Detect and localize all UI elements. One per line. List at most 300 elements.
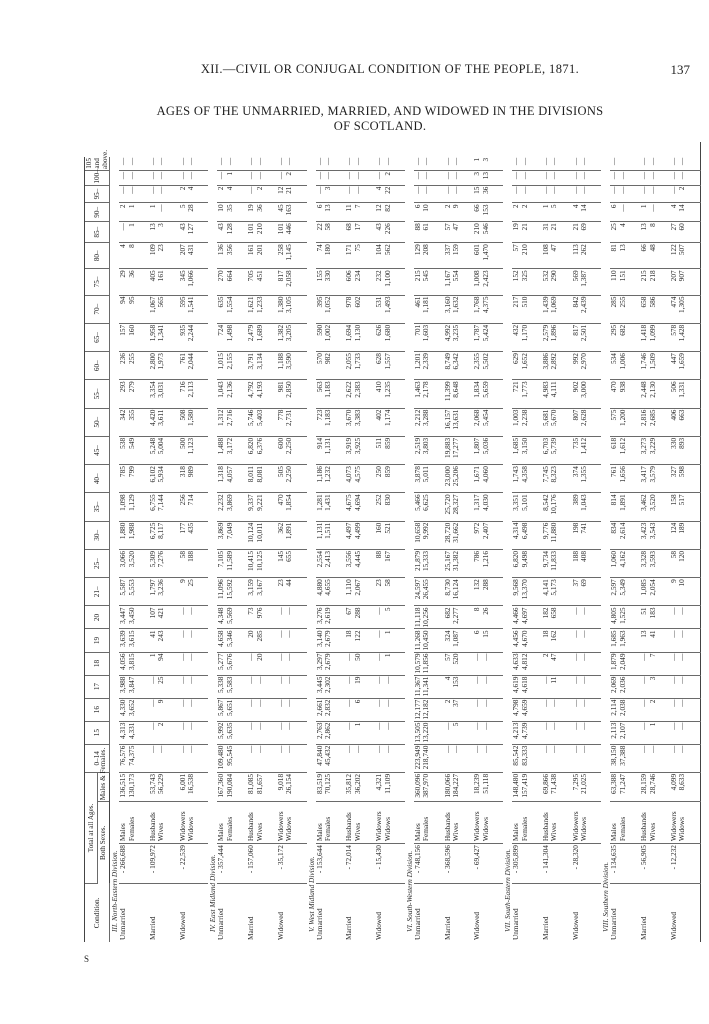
both-sexes-total: - 56,905: [640, 844, 670, 884]
age-value: 57: [442, 223, 452, 231]
age-value: 3,288: [421, 409, 431, 427]
age-value-cell: [149, 744, 179, 772]
age-value-cell: [316, 521, 346, 549]
age-value-cell: [572, 269, 602, 295]
header-age: 85–: [85, 222, 110, 243]
age-value: —: [352, 745, 362, 753]
age-value: 207: [177, 244, 187, 256]
age-value: —: [126, 186, 136, 194]
age-value: 785: [118, 466, 127, 478]
age-value: 3,590: [284, 353, 294, 370]
sex-label: Wives: [156, 822, 166, 842]
age-value: 635: [216, 296, 226, 308]
age-value: 5,277: [216, 653, 226, 670]
age-value-cell: [345, 744, 375, 772]
age-value: 431: [186, 244, 196, 256]
age-value: 5,992: [216, 722, 226, 740]
age-value-cell: [414, 352, 444, 380]
age-value: —: [186, 722, 196, 730]
age-value-cell: [149, 675, 179, 698]
age-value-cell: [473, 436, 503, 464]
age-value: 10,450: [421, 630, 431, 651]
age-value-cell: [640, 295, 670, 323]
sex-label: Widows: [382, 817, 392, 842]
age-value: 109,480: [216, 745, 226, 770]
age-value-cell: [119, 744, 149, 772]
age-value-cell: [473, 222, 503, 243]
age-value: 2,862: [323, 722, 333, 740]
age-value: 600: [275, 437, 285, 449]
age-value-cell: [345, 295, 375, 323]
age-value-cell: [217, 652, 247, 675]
age-value: 1,680: [382, 324, 392, 342]
age-value: 1,470: [480, 244, 490, 261]
sex-total-cell: [277, 772, 307, 801]
table-row: [670, 142, 701, 942]
division-name: IV. East Midland Division.: [208, 854, 218, 932]
age-value-cell: [375, 157, 405, 171]
age-value-cell: [149, 521, 179, 549]
age-value: —: [275, 630, 285, 638]
age-value-cell: [119, 549, 149, 577]
age-value: 3,205: [284, 324, 294, 342]
age-value: —: [617, 204, 627, 212]
age-value-cell: [512, 493, 542, 521]
age-value-cell: [316, 222, 346, 243]
age-value-cell: [414, 157, 444, 171]
age-value: 1,174: [382, 409, 392, 427]
printer-signature: S: [84, 954, 90, 964]
age-value-cell: [512, 549, 542, 577]
age-value: —: [246, 157, 255, 166]
age-value-cell: [670, 629, 701, 652]
age-value: 4,141: [540, 579, 550, 596]
age-value-cell: [610, 408, 640, 436]
age-value-cell: [277, 521, 307, 549]
age-value-cell: [444, 698, 474, 721]
both-sexes-total: - 266,688: [119, 844, 149, 884]
age-value-cell: [179, 698, 209, 721]
condition-cell: Married: [540, 916, 550, 940]
sex-total-cell: [512, 772, 542, 801]
age-value: —: [442, 722, 452, 730]
age-value: 3,447: [118, 607, 127, 624]
age-value: 36: [126, 270, 136, 278]
age-value-cell: [444, 721, 474, 744]
age-value: 2,136: [224, 381, 234, 398]
age-value-cell: [572, 629, 602, 652]
age-value: 255: [126, 353, 136, 365]
age-value-cell: [217, 222, 247, 243]
age-value-cell: [542, 185, 572, 203]
age-value-cell: [316, 436, 346, 464]
age-value: 15: [472, 186, 482, 194]
age-value: 153: [480, 204, 490, 216]
age-value: 4,213: [511, 722, 520, 740]
age-value: —: [549, 171, 559, 180]
both-sexes-total: - 141,304: [542, 844, 572, 884]
age-value-cell: [542, 157, 572, 171]
age-value-cell: [149, 408, 179, 436]
age-value-cell: [414, 606, 444, 629]
age-value-cell: [149, 380, 179, 408]
age-value-cell: [414, 408, 444, 436]
age-value-cell: [217, 323, 247, 351]
age-value: —: [442, 186, 452, 194]
age-value: 9,568: [511, 579, 520, 596]
age-value: 94: [118, 296, 127, 304]
age-value-cell: [512, 170, 542, 185]
age-value: 4,057: [224, 466, 234, 483]
age-value-cell: [670, 157, 701, 171]
age-value-cell: [247, 408, 277, 436]
age-value-cell: [640, 222, 670, 243]
age-value: 10,125: [254, 550, 264, 571]
age-value: —: [668, 722, 678, 730]
age-value: 859: [382, 466, 392, 478]
age-value: 19: [246, 204, 255, 212]
age-value: 270: [216, 270, 226, 282]
age-value: 8,117: [156, 522, 166, 539]
age-value-cell: [414, 493, 444, 521]
age-value: —: [540, 699, 550, 707]
age-value: 3,450: [126, 607, 136, 624]
age-value: —: [472, 722, 482, 730]
age-value: —: [118, 186, 127, 194]
age-value-cell: [119, 578, 149, 606]
age-value: 2,622: [344, 381, 354, 398]
age-value: 2,731: [284, 409, 294, 427]
age-value-cell: [670, 721, 701, 744]
age-value: —: [519, 171, 529, 180]
condition-cell: Widowed: [374, 911, 383, 940]
age-value: —: [668, 171, 678, 180]
age-value-cell: [345, 721, 375, 744]
age-value: 721: [511, 381, 520, 393]
age-value: 293: [118, 381, 127, 393]
age-value: 989: [186, 466, 196, 478]
age-value: 1: [352, 722, 362, 727]
age-value: 1: [639, 204, 648, 209]
age-value: —: [570, 630, 580, 638]
age-value: 735: [570, 437, 580, 449]
age-value: 1,659: [677, 353, 687, 370]
age-value-cell: [375, 698, 405, 721]
age-value: 4,675: [344, 494, 354, 511]
age-value: 236: [118, 353, 127, 365]
age-value-cell: [316, 652, 346, 675]
age-value: 107: [147, 607, 157, 619]
age-value: —: [352, 157, 362, 166]
age-value-cell: [542, 380, 572, 408]
age-value-cell: [542, 721, 572, 744]
age-value: 25,720: [442, 494, 452, 515]
age-value-cell: [572, 721, 602, 744]
age-value: 2,036: [617, 676, 627, 693]
age-value-cell: [277, 185, 307, 203]
age-value-cell: [375, 380, 405, 408]
age-value: 16,157: [442, 409, 452, 430]
age-value: 2,800: [147, 353, 157, 370]
age-value: 5,569: [224, 607, 234, 624]
age-value: 210: [254, 223, 264, 235]
age-value: —: [275, 699, 285, 707]
age-value-cell: [572, 170, 602, 185]
age-value: —: [617, 171, 627, 180]
age-value: 15: [480, 630, 490, 638]
age-value: 714: [186, 494, 196, 506]
age-value: 4,330: [118, 699, 127, 716]
sex-total-cell: [119, 772, 149, 801]
age-value: 655: [284, 550, 294, 562]
sex-total: 51,118: [480, 773, 490, 794]
age-value: 2,244: [186, 324, 196, 342]
age-value: —: [177, 745, 187, 753]
age-value-cell: [473, 606, 503, 629]
age-value: 14: [579, 204, 589, 212]
age-value-cell: [572, 243, 602, 269]
age-value: —: [647, 186, 657, 194]
age-value: 95: [126, 296, 136, 304]
age-value: —: [511, 157, 520, 166]
age-value: 1,183: [323, 381, 333, 398]
age-value: 5,101: [519, 494, 529, 511]
age-value: —: [147, 186, 157, 194]
age-value: 565: [156, 296, 166, 308]
age-value: —: [323, 171, 333, 180]
age-value: 2,277: [451, 607, 461, 624]
age-value: 902: [570, 381, 580, 393]
age-value: 1,181: [421, 296, 431, 313]
header-age: 90–: [85, 203, 110, 222]
sex-total-cell: [572, 772, 602, 801]
age-value: 570: [314, 353, 324, 365]
age-value: —: [639, 171, 648, 180]
age-value-cell: [512, 222, 542, 243]
sex-total: 71,438: [549, 773, 559, 794]
age-value: 1,656: [617, 466, 627, 483]
age-value-cell: [375, 436, 405, 464]
age-value: 4,633: [511, 653, 520, 670]
header-both-sexes: Both Sexes.: [97, 802, 110, 884]
age-value-cell: [670, 222, 701, 243]
age-value-cell: [473, 170, 503, 185]
age-value: 31,382: [451, 550, 461, 571]
age-value-cell: [277, 243, 307, 269]
age-value: 474: [668, 296, 678, 308]
age-value: 23: [275, 579, 285, 587]
age-value-cell: [149, 157, 179, 171]
age-value-cell: [572, 295, 602, 323]
age-value: 569: [570, 270, 580, 282]
age-value: 1,188: [275, 353, 285, 370]
age-value: —: [374, 653, 383, 661]
age-value: 5: [549, 204, 559, 209]
age-value: 2,155: [224, 353, 234, 370]
age-value: 1,312: [216, 409, 226, 427]
age-value-cell: [572, 408, 602, 436]
age-value-cell: [473, 721, 503, 744]
age-value-cell: [179, 222, 209, 243]
age-value: 152: [511, 270, 520, 282]
age-value: 160: [374, 522, 383, 534]
age-value: 4: [118, 244, 127, 248]
age-value: —: [639, 157, 648, 166]
age-value: 5,011: [421, 466, 431, 483]
age-value: 13: [639, 223, 648, 231]
age-value: 11,096: [216, 579, 226, 599]
age-value: 1,685: [511, 437, 520, 455]
sex-total: 70,125: [323, 773, 333, 794]
age-value-cell: [345, 549, 375, 577]
sex-total-cell: [473, 772, 503, 801]
age-value-cell: [610, 675, 640, 698]
age-value: 120: [677, 550, 687, 562]
age-value-cell: [610, 549, 640, 577]
age-value-cell: [414, 203, 444, 222]
age-value-cell: [119, 675, 149, 698]
age-value: 3,167: [254, 579, 264, 596]
age-value-cell: [179, 578, 209, 606]
age-value-cell: [316, 578, 346, 606]
age-value: 8: [472, 607, 482, 612]
age-value: 2,044: [186, 353, 196, 370]
age-value: 25,167: [442, 550, 452, 571]
age-value: 2,850: [284, 381, 294, 398]
age-value: 1,787: [472, 324, 482, 342]
age-value-cell: [473, 549, 503, 577]
age-value-cell: [277, 436, 307, 464]
age-value: 4,456: [511, 630, 520, 647]
age-value: 2,339: [421, 353, 431, 370]
sex-total: 6,001: [177, 773, 187, 791]
age-value: 1,130: [352, 324, 362, 342]
age-value: 1,891: [617, 494, 627, 511]
age-value-cell: [610, 629, 640, 652]
age-value: 188: [570, 550, 580, 562]
age-value-cell: [444, 203, 474, 222]
sex-total: 8,633: [677, 773, 687, 791]
age-value: 1,043: [216, 381, 226, 398]
age-value: 31,662: [451, 522, 461, 543]
sex-label: Males: [412, 823, 422, 842]
sex-label: Females: [421, 816, 431, 842]
age-value: 19: [352, 676, 362, 684]
age-value: —: [668, 186, 678, 194]
age-value: 1,412: [579, 437, 589, 455]
age-value-cell: [277, 629, 307, 652]
age-value: 4,805: [609, 607, 619, 624]
age-value: 907: [677, 270, 687, 282]
table-row: [542, 142, 572, 942]
age-value: —: [344, 699, 354, 707]
age-value-cell: [512, 465, 542, 493]
sex-total: 81,657: [254, 773, 264, 794]
age-value: —: [246, 676, 255, 684]
age-value-cell: [512, 203, 542, 222]
age-value-cell: [149, 436, 179, 464]
condition-cell: Unmarried: [511, 908, 520, 940]
age-value: 5,173: [549, 579, 559, 596]
age-value: 3,105: [284, 296, 294, 313]
age-value: 701: [412, 324, 422, 336]
age-value-cell: [316, 698, 346, 721]
age-value: 183: [647, 607, 657, 619]
age-value: 226: [382, 223, 392, 235]
age-value-cell: [572, 323, 602, 351]
age-value-cell: [217, 675, 247, 698]
age-value-cell: [149, 629, 179, 652]
sex-total: 26,154: [284, 773, 294, 794]
age-value: —: [246, 745, 255, 753]
age-value: 9: [177, 579, 187, 583]
age-value-cell: [542, 269, 572, 295]
age-value: 938: [617, 381, 627, 393]
age-value: 521: [382, 522, 392, 534]
age-value: 69: [579, 223, 589, 231]
age-value-cell: [375, 493, 405, 521]
age-value: 1: [647, 722, 657, 727]
age-value: 4,056: [118, 653, 127, 670]
age-value-cell: [640, 323, 670, 351]
sex-label: Widowers: [472, 811, 482, 842]
sex-label: Widows: [677, 817, 687, 842]
age-value: 2,068: [472, 409, 482, 427]
age-value-cell: [414, 744, 444, 772]
age-value: —: [344, 653, 354, 661]
table-body: [110, 142, 701, 942]
age-value-cell: [316, 323, 346, 351]
age-value-cell: [640, 185, 670, 203]
age-value-cell: [542, 243, 572, 269]
age-value: 1,557: [382, 353, 392, 370]
age-value-cell: [610, 203, 640, 222]
age-value: 3,229: [647, 437, 657, 455]
age-value-cell: [277, 549, 307, 577]
age-value: 127: [186, 223, 196, 235]
age-value: 5,587: [118, 579, 127, 596]
age-value: 4: [374, 186, 383, 191]
age-value-cell: [119, 493, 149, 521]
age-value-cell: [414, 222, 444, 243]
age-value: 207: [668, 270, 678, 282]
age-value: 128: [224, 223, 234, 235]
age-value: —: [382, 722, 392, 730]
age-value-cell: [512, 521, 542, 549]
sex-total-cell: [149, 772, 179, 801]
age-value-cell: [670, 698, 701, 721]
age-value-cell: [414, 380, 444, 408]
age-value: —: [480, 745, 490, 753]
age-value: 4: [186, 186, 196, 191]
age-value-cell: [414, 436, 444, 464]
age-value: 3,791: [246, 353, 255, 370]
age-value-cell: [670, 185, 701, 203]
age-value: 3,520: [126, 550, 136, 568]
age-value: 6: [314, 204, 324, 209]
age-value-cell: [610, 170, 640, 185]
sex-label-cell: [473, 802, 503, 844]
age-value: 37: [570, 579, 580, 587]
age-value: 1,052: [323, 296, 333, 313]
age-value: 101: [275, 223, 285, 235]
age-value: —: [284, 722, 294, 730]
age-value: 3,652: [126, 699, 136, 716]
age-value: —: [344, 745, 354, 753]
age-value: 5,309: [147, 550, 157, 568]
age-value: 295: [609, 324, 619, 336]
age-value-cell: [640, 721, 670, 744]
